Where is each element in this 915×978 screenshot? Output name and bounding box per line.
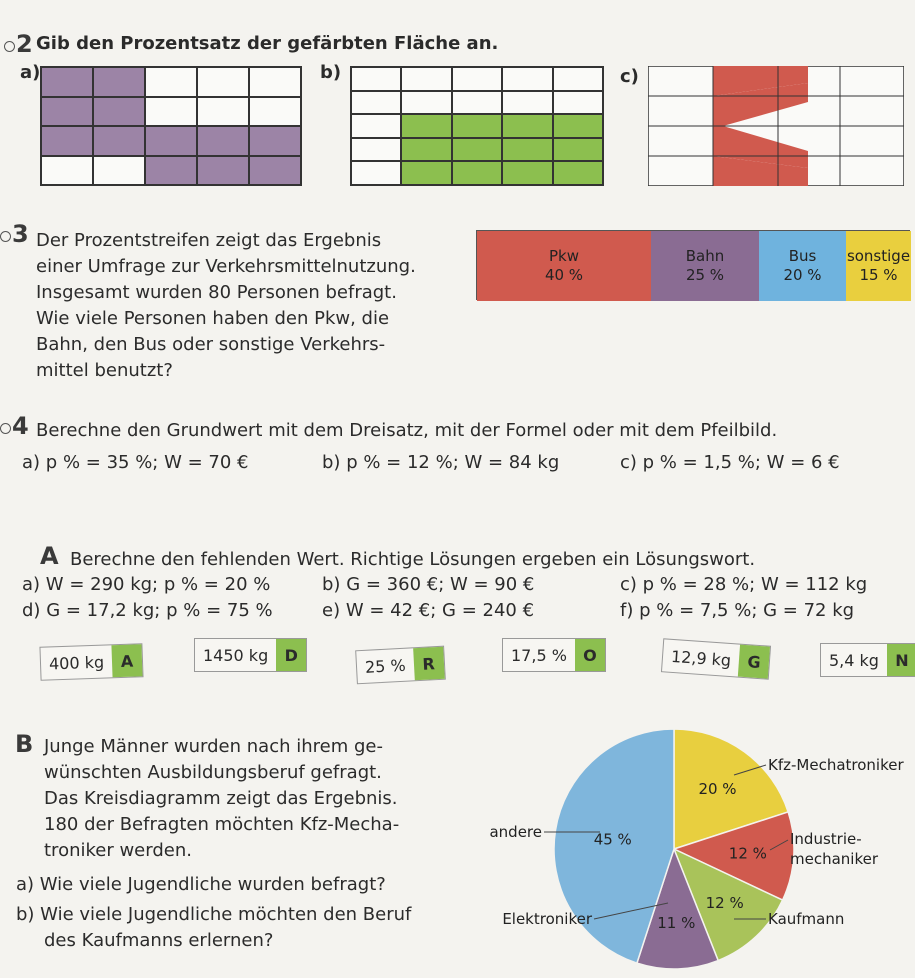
strip-label: Pkw xyxy=(549,247,579,265)
tile-value: 1450 kg xyxy=(203,645,269,665)
taskA-letter: A xyxy=(40,542,59,570)
taskB-question-b-cont: des Kaufmanns erlernen? xyxy=(44,930,274,951)
task4-item-a xyxy=(22,450,249,476)
strip-value: 20 % xyxy=(783,266,822,284)
item-text: p % = 7,5 %; G = 72 kg xyxy=(639,600,855,621)
task2-number: 2 xyxy=(16,30,33,58)
item-label: a) xyxy=(22,452,41,473)
task2-grid-b xyxy=(350,66,604,186)
item-text: G = 17,2 kg; p % = 75 % xyxy=(46,600,273,621)
taskA-item-f xyxy=(620,598,854,624)
tile-value: 5,4 kg xyxy=(829,650,879,670)
strip-segment-sonstige xyxy=(846,231,911,301)
strip-label: sonstige xyxy=(846,247,911,265)
solution-tile xyxy=(355,646,445,685)
task2-title: Gib den Prozentsatz der gefärbten Fläche an. xyxy=(36,33,499,54)
solution-tile xyxy=(194,638,307,672)
legend-kfz-mechatroniker: Kfz-Mechatroniker xyxy=(768,756,904,774)
tile-letter: G xyxy=(738,645,770,679)
taskA-item-a xyxy=(22,572,270,598)
taskB-letter: B xyxy=(15,730,34,758)
strip-label: Bahn xyxy=(685,247,725,265)
task3-header xyxy=(0,220,29,248)
taskA-item-c xyxy=(620,572,867,598)
task2-label-a: a) xyxy=(20,62,41,83)
difficulty-circle-icon xyxy=(0,423,11,434)
item-text: p % = 28 %; W = 112 kg xyxy=(642,574,868,595)
item-text: p % = 35 %; W = 70 € xyxy=(45,452,249,473)
item-text: W = 290 kg; p % = 20 % xyxy=(45,574,271,595)
strip-value: 25 % xyxy=(685,266,725,284)
task3-line: Der Prozentstreifen zeigt das Ergebnis xyxy=(36,230,382,251)
task4-number: 4 xyxy=(12,412,29,440)
item-text: G = 360 €; W = 90 € xyxy=(346,574,535,595)
taskB-question-a: a) Wie viele Jugendliche wurden befragt? xyxy=(16,874,386,895)
taskB-line: Junge Männer wurden nach ihrem ge- xyxy=(44,736,383,757)
tile-value: 400 kg xyxy=(48,652,105,673)
tile-letter: R xyxy=(413,647,445,681)
tile-letter: N xyxy=(887,644,915,676)
pie-value-label: 12 % xyxy=(728,844,767,863)
task2-label-b: b) xyxy=(320,62,342,83)
task3-number: 3 xyxy=(12,220,29,248)
task4-header xyxy=(0,412,29,440)
pie-value-label: 45 % xyxy=(593,830,632,849)
task4-title: Berechne den Grundwert mit dem Dreisatz, mit der Formel oder mit dem Pfeilbild. xyxy=(36,420,778,441)
difficulty-circle-icon xyxy=(0,231,11,242)
item-label: c) xyxy=(620,452,637,473)
legend-industriemechaniker-cont: mechaniker xyxy=(790,850,879,868)
legend-kaufmann: Kaufmann xyxy=(768,910,845,928)
task3-text xyxy=(36,228,416,384)
taskA-item-b xyxy=(322,572,534,598)
taskA-item-e xyxy=(322,598,534,624)
legend-industriemechaniker: Industrie- xyxy=(790,830,862,848)
task3-line: mittel benutzt? xyxy=(36,360,173,381)
task2-header xyxy=(4,30,33,58)
solution-tile xyxy=(502,638,606,672)
task3-line: Bahn, den Bus oder sonstige Verkehrs- xyxy=(36,334,386,355)
tile-letter: A xyxy=(111,644,142,677)
taskB-line: troniker werden. xyxy=(44,840,192,861)
solution-tile xyxy=(661,638,771,679)
strip-label: Bus xyxy=(788,247,817,265)
task4-item-c xyxy=(620,450,840,476)
strip-value: 15 % xyxy=(859,266,898,284)
task2-grid-a xyxy=(40,66,302,186)
task2-label-c: c) xyxy=(620,66,639,87)
tile-letter: D xyxy=(276,639,306,671)
item-label: c) xyxy=(620,574,637,595)
taskB-question-b: b) Wie viele Jugendliche möchten den Beruf xyxy=(16,904,412,925)
task4-item-b xyxy=(322,450,559,476)
pie-chart xyxy=(470,725,910,975)
task3-line: Wie viele Personen haben den Pkw, die xyxy=(36,308,390,329)
tile-value: 25 % xyxy=(364,655,407,677)
taskB-text xyxy=(44,734,399,864)
strip-segment-bahn xyxy=(651,231,759,301)
pie-value-label: 11 % xyxy=(657,913,696,932)
strip-segment-bus xyxy=(759,231,846,301)
item-text: W = 42 €; G = 240 € xyxy=(345,600,535,621)
solution-tile xyxy=(39,643,143,681)
item-label: a) xyxy=(22,574,41,595)
item-label: e) xyxy=(322,600,341,621)
strip-value: 40 % xyxy=(544,266,584,284)
taskA-item-d xyxy=(22,598,273,624)
task3-line: Insgesamt wurden 80 Personen befragt. xyxy=(36,282,397,303)
legend-andere: andere xyxy=(489,823,542,841)
strip-segment-pkw xyxy=(477,231,651,301)
taskB-line: Das Kreisdiagramm zeigt das Ergebnis. xyxy=(44,788,398,809)
tile-letter: O xyxy=(575,639,605,671)
tile-value: 12,9 kg xyxy=(670,646,732,670)
taskB-line: wünschten Ausbildungsberuf gefragt. xyxy=(44,762,382,783)
difficulty-circle-icon xyxy=(4,41,15,52)
task3-line: einer Umfrage zur Verkehrsmittelnutzung. xyxy=(36,256,416,277)
task2-grid-c xyxy=(648,66,904,186)
item-label: b) xyxy=(322,574,341,595)
legend-elektroniker: Elektroniker xyxy=(502,910,592,928)
taskB-line: 180 der Befragten möchten Kfz-Mecha- xyxy=(44,814,400,835)
tile-value: 17,5 % xyxy=(511,645,567,665)
item-text: p % = 12 %; W = 84 kg xyxy=(346,452,560,473)
pie-value-label: 20 % xyxy=(698,780,737,799)
item-label: d) xyxy=(22,600,41,621)
percent-strip xyxy=(476,230,910,300)
item-label: b) xyxy=(322,452,341,473)
item-label: f) xyxy=(620,600,634,621)
item-text: p % = 1,5 %; W = 6 € xyxy=(642,452,840,473)
taskA-title: Berechne den fehlenden Wert. Richtige Lösungen ergeben ein Lösungswort. xyxy=(70,549,756,570)
pie-value-label: 12 % xyxy=(705,893,744,912)
solution-tile xyxy=(820,643,915,677)
